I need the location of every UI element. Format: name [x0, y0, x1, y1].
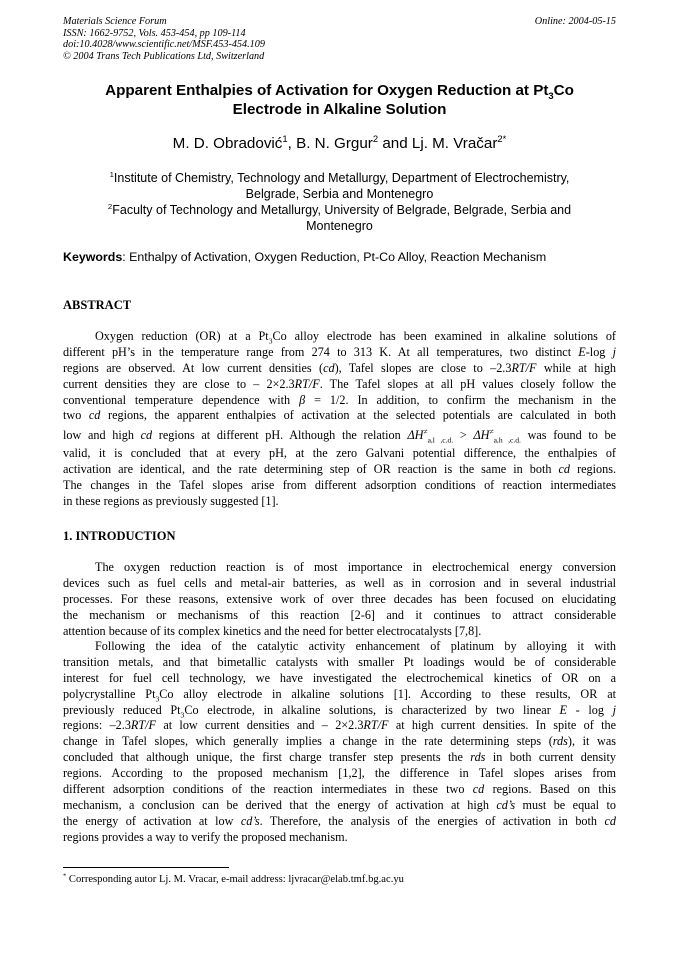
text-run: different pH’s in the temperature range from 274 to 313 K. At all temperatures, two distinct — [63, 344, 579, 359]
text-run: previously reduced Pt — [63, 702, 181, 717]
affiliation-text: Institute of Chemistry, Technology and Metallurgy, Department of Electrochemistry, — [113, 171, 570, 185]
superscript: ≠ — [423, 427, 428, 437]
italic-run: E — [559, 702, 567, 717]
keywords-label: Keywords — [63, 250, 123, 264]
keywords-text: : Enthalpy of Activation, Oxygen Reduction, Pt-Co Alloy, Reaction Mechanism — [122, 250, 547, 264]
text-run: the energy of activation at low — [63, 813, 241, 828]
title-subscript: 3 — [548, 90, 554, 102]
introduction-paragraph-1 — [63, 560, 616, 639]
italic-run: cd — [323, 360, 335, 375]
author-name: , B. N. Grgur — [287, 135, 373, 152]
text-run: in both current density — [485, 750, 616, 765]
italic-run: RT/F — [511, 360, 537, 375]
italic-run: RT/F — [294, 376, 320, 391]
italic-run: cd — [140, 428, 153, 443]
abstract-heading: ABSTRACT — [63, 298, 132, 312]
keywords — [63, 249, 616, 265]
text-run: regions, the apparent enthalpies of activation at the selected potentials are calculated in both — [100, 408, 616, 423]
text-run: = 1/2. In addition, to confirm the mechanism in the — [305, 392, 616, 407]
text-run: - log — [566, 702, 613, 717]
text-line: valid, it is concluded that at every pH, at the zero Galvani potential difference, the enthalpies of — [63, 446, 616, 461]
text-line: regions. According to the proposed mechanism [1,2], the difference in Tafel slopes arises from — [63, 766, 616, 781]
text-run: polycrystalline Pt — [63, 686, 156, 701]
title-text: Co — [553, 82, 574, 99]
affiliation-marker: 1 — [109, 169, 114, 179]
online-date: Online: 2004-05-15 — [534, 16, 616, 27]
introduction-paragraph-2 — [63, 639, 616, 846]
doi-line: doi:10.4028/www.scientific.net/MSF.453-454.109 — [63, 39, 265, 51]
affiliation-marker: 2 — [372, 132, 379, 144]
author-name: and Lj. M. Vračar — [378, 135, 498, 152]
text-run: . Therefore, the analysis of the energies of activation in both — [259, 813, 605, 828]
affiliation-marker: 2* — [497, 132, 507, 144]
enthalpy-low-cd — [407, 427, 454, 445]
author-name: M. D. Obradović — [172, 135, 283, 152]
italic-run: β — [299, 392, 306, 407]
text-run: regions. — [570, 462, 616, 477]
text-run: concluded that although unique, the first charge transfer step presents the — [63, 750, 471, 765]
italic-run: cd’s — [240, 813, 260, 828]
copyright-line: © 2004 Trans Tech Publications Ltd, Switzerland — [63, 50, 265, 62]
text-run: change in Tafel slopes, which generally implies a change in the rate determining steps ( — [63, 734, 553, 749]
text-line: The oxygen reduction reaction is of most importance in electrochemical energy conversion — [95, 560, 616, 574]
subscript: a,h ,c.d. — [493, 435, 521, 445]
subscript: a,l ,c.d. — [427, 435, 454, 445]
title-line-2: Electrode in Alkaline Solution — [232, 101, 447, 118]
text-line: the mechanism or mechanisms of this reaction [2-6] and it continues to attract considerable — [63, 607, 616, 622]
text-run: ), Tafel slopes are close to –2.3 — [334, 360, 512, 375]
abstract-body — [63, 329, 616, 510]
italic-run: cd’s — [496, 797, 516, 812]
text-run: must be equal to — [515, 797, 616, 812]
math-symbol: ΔH — [407, 428, 424, 443]
affiliation-text: Belgrade, Serbia and Montenegro — [245, 187, 434, 201]
enthalpy-high-cd — [473, 427, 521, 445]
text-run: Co alloy electrode has been examined in alkaline solutions of — [272, 329, 616, 343]
affiliation-marker: 2 — [107, 201, 113, 211]
text-run: Co alloy electrode in alkaline solutions [1]. According to these results, OR at — [159, 686, 616, 701]
text-run: ), it was — [567, 734, 616, 749]
footnote-marker: * — [63, 872, 67, 880]
text-run: activation are identical, and the rate determining step of OR reaction is the same in both — [63, 462, 559, 477]
author-list — [63, 134, 616, 154]
subscript: 3 — [155, 694, 160, 703]
text-run: current densities they are close to – 2×2.3 — [63, 376, 295, 391]
running-header — [63, 16, 616, 62]
issn-line: ISSN: 1662-9752, Vols. 453-454, pp 109-114 — [63, 27, 246, 39]
journal-name: Materials Science Forum — [63, 16, 167, 27]
text-run: at high current densities. In spite of the — [388, 718, 616, 733]
text-run: at low current densities and – 2×2.3 — [155, 718, 364, 733]
title-text: Apparent Enthalpies of Activation for Oxygen Reduction at Pt — [105, 82, 549, 99]
text-run: . The Tafel slopes at all pH values closely follow the — [319, 376, 616, 391]
italic-run: cd — [88, 408, 101, 423]
italic-run: cd — [472, 782, 485, 797]
text-run: regions. Based on this — [484, 782, 616, 797]
italic-run: RT/F — [363, 718, 389, 733]
text-line: The changes in the Tafel slopes arise from different adsorption conditions of reaction intermediates — [63, 478, 616, 493]
footnote-text: Corresponding autor Lj. M. Vracar, e-mail address: ljvracar@elab.tmf.bg.ac.yu — [66, 874, 404, 885]
text-run: Oxygen reduction (OR) at a Pt — [95, 329, 269, 343]
text-line: processes. For these reasons, extensive work of over three decades has been focused on elucidating — [63, 591, 616, 606]
text-run: was found to be — [520, 428, 616, 443]
text-run: regions: –2.3 — [63, 718, 131, 733]
text-run: while at high — [536, 360, 616, 375]
text-line: interest for fuel cell technology, we have investigated the electrochemical kinetics of OR on a — [63, 670, 616, 685]
text-line: in these regions as previously suggested [1]. — [63, 494, 279, 509]
superscript: ≠ — [489, 427, 494, 437]
text-line: attention because of its complex kinetics and the need for better electrocatalysts [7,8]. — [63, 623, 482, 638]
footnote — [63, 873, 616, 886]
affiliation-text: Faculty of Technology and Metallurgy, University of Belgrade, Belgrade, Serbia and — [112, 203, 572, 217]
italic-run: E — [578, 344, 586, 359]
affiliations — [63, 170, 616, 234]
italic-run: rds — [552, 734, 568, 749]
italic-run: j — [612, 344, 616, 359]
text-run: different adsorption conditions of the reaction intermediates in these two — [63, 782, 473, 797]
subscript: 3 — [180, 710, 185, 719]
introduction-heading: 1. INTRODUCTION — [63, 529, 176, 543]
italic-run: RT/F — [130, 718, 156, 733]
text-run: conventional temperature dependence with — [63, 392, 300, 407]
text-line: transition metals, and that bimetallic catalysts with smaller Pt loadings would be of considerable — [63, 654, 616, 669]
text-line: Following the idea of the catalytic activity enhancement of platinum by alloying it with — [95, 639, 616, 653]
paper-title — [63, 81, 616, 119]
math-symbol: ΔH — [473, 428, 490, 443]
text-run: mechanism, a conclusion can be derived that the energy of activation at high — [63, 797, 497, 812]
text-run: regions at different pH. Although the relation — [152, 428, 408, 443]
italic-run: cd — [604, 813, 616, 828]
text-run: regions are observed. At low current densities ( — [63, 360, 324, 375]
text-run: > — [453, 428, 474, 443]
text-run: low and high — [63, 428, 141, 443]
footnote-rule — [63, 867, 229, 868]
italic-run: j — [612, 702, 616, 717]
subscript: 3 — [268, 336, 273, 345]
text-line: devices such as fuel cells and metal-air batteries, as well as in corrosion and in several industrial — [63, 575, 616, 590]
italic-run: cd — [558, 462, 571, 477]
affiliation-text: Montenegro — [306, 219, 373, 233]
affiliation-marker: 1 — [282, 132, 288, 144]
text-line: regions provides a way to verify the proposed mechanism. — [63, 829, 348, 844]
text-run: two — [63, 408, 89, 423]
text-run: Co electrode, in alkaline solutions, is characterized by two linear — [184, 702, 560, 717]
italic-run: rds — [470, 750, 486, 765]
text-run: -log — [585, 344, 613, 359]
